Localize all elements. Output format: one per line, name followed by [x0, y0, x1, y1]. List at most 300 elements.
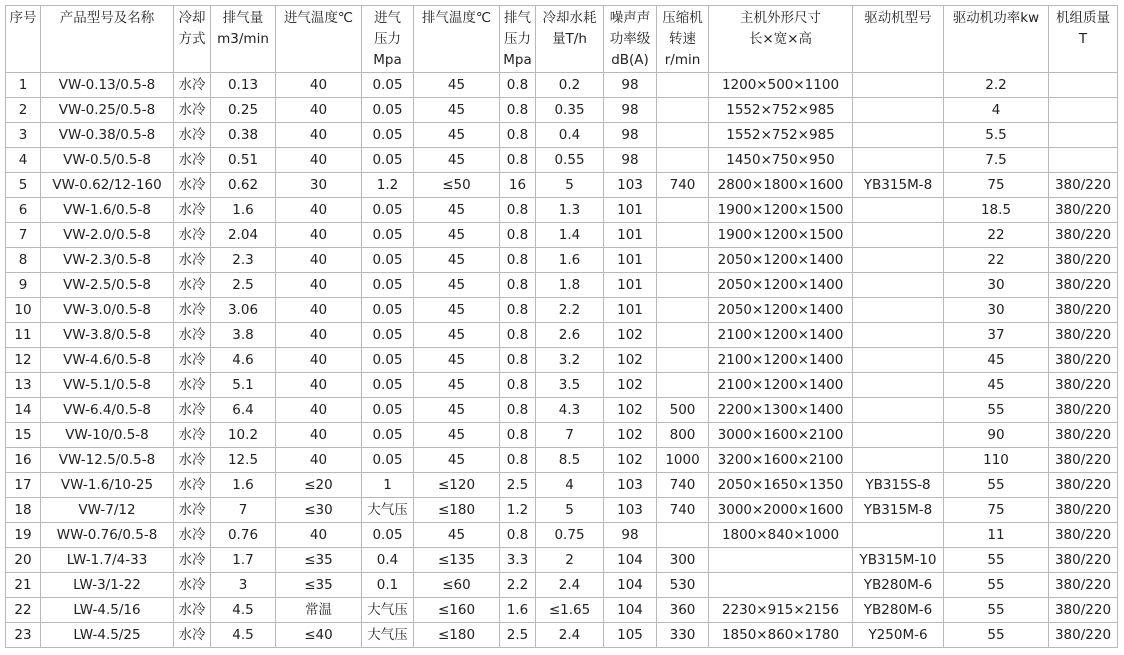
cell-mass: [1049, 98, 1118, 123]
cell-cooling: 水冷: [174, 123, 211, 148]
cell-exhaust-temp: 45: [414, 398, 500, 423]
header-motor-power: 驱动机功率kw: [944, 6, 1049, 73]
cell-intake-pressure: 0.05: [362, 448, 414, 473]
cell-exhaust-pressure: 2.5: [500, 473, 536, 498]
cell-dimensions: 2800×1800×1600: [709, 173, 853, 198]
cell-intake-temp: 30: [276, 173, 362, 198]
header-motor-model: 驱动机型号: [853, 6, 944, 73]
cell-cooling: 水冷: [174, 523, 211, 548]
cell-water: 0.75: [536, 523, 604, 548]
cell-intake-pressure: 0.05: [362, 223, 414, 248]
cell-index: 7: [6, 223, 41, 248]
cell-intake-pressure: 0.05: [362, 298, 414, 323]
cell-noise: 105: [604, 623, 657, 648]
table-row: [6, 73, 1118, 98]
cell-exhaust-temp: 45: [414, 323, 500, 348]
cell-speed: [657, 123, 709, 148]
cell-noise: 103: [604, 498, 657, 523]
cell-motor-model: YB315S-8: [853, 473, 944, 498]
cell-dimensions: 2230×915×2156: [709, 598, 853, 623]
cell-displacement: 4.5: [211, 623, 276, 648]
cell-motor-model: [853, 523, 944, 548]
cell-model: VW-0.25/0.5-8: [41, 98, 174, 123]
cell-dimensions: 1200×500×1100: [709, 73, 853, 98]
cell-index: 15: [6, 423, 41, 448]
header-dimensions: 主机外形尺寸 长×宽×高: [709, 6, 853, 73]
cell-noise: 101: [604, 198, 657, 223]
cell-displacement: 0.51: [211, 148, 276, 173]
cell-speed: [657, 348, 709, 373]
cell-model: VW-1.6/0.5-8: [41, 198, 174, 223]
header-intake-temp: 进气温度℃: [276, 6, 362, 73]
cell-exhaust-temp: ≤180: [414, 498, 500, 523]
cell-cooling: 水冷: [174, 248, 211, 273]
cell-motor-model: [853, 298, 944, 323]
cell-speed: 360: [657, 598, 709, 623]
cell-exhaust-temp: ≤160: [414, 598, 500, 623]
cell-water: 2.4: [536, 573, 604, 598]
cell-intake-pressure: 0.4: [362, 548, 414, 573]
cell-index: 13: [6, 373, 41, 398]
cell-displacement: 3.06: [211, 298, 276, 323]
cell-motor-model: [853, 373, 944, 398]
table-row: [6, 248, 1118, 273]
cell-motor-power: 18.5: [944, 198, 1049, 223]
cell-intake-pressure: 0.1: [362, 573, 414, 598]
cell-cooling: 水冷: [174, 348, 211, 373]
cell-exhaust-temp: 45: [414, 348, 500, 373]
cell-intake-temp: 常温: [276, 598, 362, 623]
cell-motor-model: [853, 73, 944, 98]
cell-intake-pressure: 0.05: [362, 123, 414, 148]
cell-intake-temp: 40: [276, 348, 362, 373]
header-cooling: 冷却 方式: [174, 6, 211, 73]
cell-speed: 300: [657, 548, 709, 573]
cell-speed: 1000: [657, 448, 709, 473]
cell-cooling: 水冷: [174, 73, 211, 98]
cell-speed: [657, 273, 709, 298]
cell-motor-model: YB315M-10: [853, 548, 944, 573]
cell-cooling: 水冷: [174, 573, 211, 598]
cell-displacement: 0.13: [211, 73, 276, 98]
cell-intake-temp: 40: [276, 423, 362, 448]
cell-intake-temp: ≤35: [276, 573, 362, 598]
cell-motor-power: 22: [944, 248, 1049, 273]
cell-intake-pressure: 0.05: [362, 248, 414, 273]
cell-cooling: 水冷: [174, 448, 211, 473]
cell-exhaust-pressure: 1.6: [500, 598, 536, 623]
cell-water: 0.35: [536, 98, 604, 123]
cell-index: 18: [6, 498, 41, 523]
cell-mass: 380/220: [1049, 498, 1118, 523]
cell-mass: 380/220: [1049, 348, 1118, 373]
cell-displacement: 2.04: [211, 223, 276, 248]
cell-mass: 380/220: [1049, 423, 1118, 448]
cell-cooling: 水冷: [174, 273, 211, 298]
cell-motor-power: 30: [944, 273, 1049, 298]
cell-model: WW-0.76/0.5-8: [41, 523, 174, 548]
cell-motor-power: 110: [944, 448, 1049, 473]
cell-speed: [657, 373, 709, 398]
cell-displacement: 3: [211, 573, 276, 598]
header-speed: 压缩机 转速 r/min: [657, 6, 709, 73]
cell-dimensions: 1450×750×950: [709, 148, 853, 173]
cell-exhaust-pressure: 0.8: [500, 248, 536, 273]
cell-cooling: 水冷: [174, 398, 211, 423]
cell-mass: 380/220: [1049, 173, 1118, 198]
cell-mass: 380/220: [1049, 223, 1118, 248]
cell-dimensions: 2050×1200×1400: [709, 298, 853, 323]
cell-motor-model: [853, 323, 944, 348]
cell-exhaust-temp: 45: [414, 373, 500, 398]
cell-noise: 102: [604, 448, 657, 473]
cell-water: 1.6: [536, 248, 604, 273]
cell-speed: 740: [657, 498, 709, 523]
cell-water: 3.2: [536, 348, 604, 373]
cell-index: 22: [6, 598, 41, 623]
cell-intake-temp: 40: [276, 98, 362, 123]
cell-noise: 101: [604, 223, 657, 248]
table-row: [6, 498, 1118, 523]
cell-motor-model: [853, 248, 944, 273]
cell-intake-temp: 40: [276, 198, 362, 223]
cell-mass: 380/220: [1049, 273, 1118, 298]
cell-mass: 380/220: [1049, 548, 1118, 573]
cell-motor-power: 55: [944, 598, 1049, 623]
cell-displacement: 2.3: [211, 248, 276, 273]
cell-model: VW-10/0.5-8: [41, 423, 174, 448]
header-intake-pressure: 进气 压力 Mpa: [362, 6, 414, 73]
cell-intake-pressure: 0.05: [362, 323, 414, 348]
cell-exhaust-temp: ≤60: [414, 573, 500, 598]
cell-mass: 380/220: [1049, 248, 1118, 273]
cell-motor-model: [853, 273, 944, 298]
cell-noise: 104: [604, 573, 657, 598]
cell-mass: 380/220: [1049, 398, 1118, 423]
cell-water: 0.2: [536, 73, 604, 98]
cell-exhaust-pressure: 0.8: [500, 523, 536, 548]
cell-noise: 102: [604, 373, 657, 398]
cell-speed: [657, 148, 709, 173]
cell-noise: 98: [604, 523, 657, 548]
table-row: [6, 198, 1118, 223]
cell-exhaust-pressure: 2.5: [500, 623, 536, 648]
cell-dimensions: 2200×1300×1400: [709, 398, 853, 423]
cell-intake-pressure: 0.05: [362, 148, 414, 173]
cell-noise: 102: [604, 398, 657, 423]
cell-noise: 101: [604, 273, 657, 298]
cell-intake-pressure: 0.05: [362, 373, 414, 398]
cell-mass: 380/220: [1049, 198, 1118, 223]
cell-cooling: 水冷: [174, 173, 211, 198]
cell-cooling: 水冷: [174, 423, 211, 448]
cell-intake-pressure: 1.2: [362, 173, 414, 198]
cell-intake-pressure: 大气压: [362, 498, 414, 523]
cell-motor-power: 55: [944, 623, 1049, 648]
cell-exhaust-pressure: 16: [500, 173, 536, 198]
table-row: [6, 598, 1118, 623]
cell-water: 2: [536, 548, 604, 573]
cell-model: VW-4.6/0.5-8: [41, 348, 174, 373]
cell-exhaust-pressure: 0.8: [500, 273, 536, 298]
cell-index: 2: [6, 98, 41, 123]
cell-exhaust-pressure: 0.8: [500, 298, 536, 323]
cell-exhaust-pressure: 3.3: [500, 548, 536, 573]
cell-exhaust-temp: 45: [414, 248, 500, 273]
cell-water: 0.55: [536, 148, 604, 173]
cell-intake-pressure: 0.05: [362, 398, 414, 423]
cell-exhaust-temp: 45: [414, 273, 500, 298]
cell-index: 4: [6, 148, 41, 173]
cell-intake-pressure: 0.05: [362, 198, 414, 223]
table-row: [6, 573, 1118, 598]
cell-model: VW-7/12: [41, 498, 174, 523]
cell-index: 9: [6, 273, 41, 298]
cell-mass: 380/220: [1049, 323, 1118, 348]
cell-exhaust-pressure: 2.2: [500, 573, 536, 598]
cell-model: VW-3.8/0.5-8: [41, 323, 174, 348]
table-row: [6, 423, 1118, 448]
cell-exhaust-temp: 45: [414, 98, 500, 123]
cell-model: LW-3/1-22: [41, 573, 174, 598]
cell-index: 23: [6, 623, 41, 648]
header-mass: 机组质量 T: [1049, 6, 1118, 73]
cell-dimensions: 1552×752×985: [709, 123, 853, 148]
cell-motor-power: 7.5: [944, 148, 1049, 173]
cell-index: 6: [6, 198, 41, 223]
cell-dimensions: 1800×840×1000: [709, 523, 853, 548]
cell-displacement: 1.6: [211, 198, 276, 223]
cell-exhaust-pressure: 1.2: [500, 498, 536, 523]
cell-intake-pressure: 0.05: [362, 73, 414, 98]
cell-intake-pressure: 0.05: [362, 348, 414, 373]
cell-index: 3: [6, 123, 41, 148]
cell-intake-temp: 40: [276, 398, 362, 423]
cell-intake-temp: 40: [276, 248, 362, 273]
cell-motor-power: 45: [944, 348, 1049, 373]
cell-dimensions: 3000×2000×1600: [709, 498, 853, 523]
cell-cooling: 水冷: [174, 298, 211, 323]
cell-model: VW-0.13/0.5-8: [41, 73, 174, 98]
cell-exhaust-temp: 45: [414, 73, 500, 98]
cell-dimensions: 2100×1200×1400: [709, 348, 853, 373]
cell-motor-power: 55: [944, 398, 1049, 423]
cell-mass: [1049, 148, 1118, 173]
cell-intake-temp: 40: [276, 123, 362, 148]
table-row: [6, 348, 1118, 373]
cell-water: 2.2: [536, 298, 604, 323]
cell-noise: 98: [604, 123, 657, 148]
cell-mass: 380/220: [1049, 573, 1118, 598]
cell-speed: 530: [657, 573, 709, 598]
cell-intake-pressure: 0.05: [362, 98, 414, 123]
cell-motor-power: 30: [944, 298, 1049, 323]
cell-speed: [657, 73, 709, 98]
header-exhaust-pressure: 排气 压力 Mpa: [500, 6, 536, 73]
cell-speed: 800: [657, 423, 709, 448]
cell-mass: 380/220: [1049, 598, 1118, 623]
cell-motor-power: 4: [944, 98, 1049, 123]
table-row: [6, 223, 1118, 248]
cell-exhaust-temp: ≤135: [414, 548, 500, 573]
cell-cooling: 水冷: [174, 623, 211, 648]
cell-model: LW-4.5/16: [41, 598, 174, 623]
cell-dimensions: 2050×1200×1400: [709, 273, 853, 298]
cell-exhaust-temp: 45: [414, 298, 500, 323]
cell-cooling: 水冷: [174, 223, 211, 248]
cell-exhaust-pressure: 0.8: [500, 98, 536, 123]
cell-model: VW-0.62/12-160: [41, 173, 174, 198]
cell-intake-temp: 40: [276, 448, 362, 473]
cell-exhaust-pressure: 0.8: [500, 148, 536, 173]
cell-noise: 102: [604, 348, 657, 373]
cell-exhaust-temp: ≤120: [414, 473, 500, 498]
header-row: [6, 6, 1118, 73]
table-row: [6, 448, 1118, 473]
table-row: [6, 148, 1118, 173]
cell-noise: 104: [604, 598, 657, 623]
cell-motor-model: [853, 198, 944, 223]
cell-motor-power: 90: [944, 423, 1049, 448]
cell-displacement: 2.5: [211, 273, 276, 298]
table-row: [6, 373, 1118, 398]
cell-motor-power: 37: [944, 323, 1049, 348]
cell-exhaust-pressure: 0.8: [500, 448, 536, 473]
cell-intake-temp: 40: [276, 298, 362, 323]
cell-index: 8: [6, 248, 41, 273]
table-row: [6, 473, 1118, 498]
cell-dimensions: 2100×1200×1400: [709, 323, 853, 348]
cell-motor-power: 75: [944, 173, 1049, 198]
cell-exhaust-temp: 45: [414, 223, 500, 248]
cell-exhaust-temp: 45: [414, 123, 500, 148]
cell-cooling: 水冷: [174, 323, 211, 348]
table-row: [6, 398, 1118, 423]
cell-dimensions: 2050×1650×1350: [709, 473, 853, 498]
cell-mass: 380/220: [1049, 473, 1118, 498]
cell-speed: [657, 198, 709, 223]
cell-index: 1: [6, 73, 41, 98]
cell-water: 4.3: [536, 398, 604, 423]
table-row: [6, 273, 1118, 298]
cell-noise: 98: [604, 148, 657, 173]
cell-motor-model: YB315M-8: [853, 173, 944, 198]
cell-dimensions: 2050×1200×1400: [709, 248, 853, 273]
cell-cooling: 水冷: [174, 598, 211, 623]
cell-water: 1.4: [536, 223, 604, 248]
cell-speed: [657, 248, 709, 273]
cell-dimensions: 1850×860×1780: [709, 623, 853, 648]
cell-index: 17: [6, 473, 41, 498]
cell-intake-pressure: 0.05: [362, 523, 414, 548]
cell-noise: 104: [604, 548, 657, 573]
cell-index: 19: [6, 523, 41, 548]
cell-displacement: 5.1: [211, 373, 276, 398]
cell-intake-pressure: 大气压: [362, 598, 414, 623]
cell-motor-model: YB280M-6: [853, 573, 944, 598]
cell-motor-power: 55: [944, 573, 1049, 598]
cell-noise: 101: [604, 298, 657, 323]
cell-model: VW-0.5/0.5-8: [41, 148, 174, 173]
cell-noise: 103: [604, 173, 657, 198]
cell-exhaust-pressure: 0.8: [500, 198, 536, 223]
table-row: [6, 98, 1118, 123]
header-water: 冷却水耗 量T/h: [536, 6, 604, 73]
cell-exhaust-temp: ≤180: [414, 623, 500, 648]
cell-dimensions: 2100×1200×1400: [709, 373, 853, 398]
cell-speed: 500: [657, 398, 709, 423]
cell-intake-pressure: 1: [362, 473, 414, 498]
cell-displacement: 0.38: [211, 123, 276, 148]
cell-motor-power: 55: [944, 473, 1049, 498]
cell-water: 5: [536, 498, 604, 523]
cell-motor-power: 45: [944, 373, 1049, 398]
table-body: [6, 73, 1118, 648]
cell-index: 10: [6, 298, 41, 323]
cell-intake-pressure: 0.05: [362, 273, 414, 298]
cell-mass: 380/220: [1049, 373, 1118, 398]
cell-dimensions: 1900×1200×1500: [709, 223, 853, 248]
cell-displacement: 12.5: [211, 448, 276, 473]
cell-index: 20: [6, 548, 41, 573]
cell-noise: 98: [604, 73, 657, 98]
cell-exhaust-pressure: 0.8: [500, 373, 536, 398]
cell-index: 12: [6, 348, 41, 373]
cell-intake-temp: 40: [276, 148, 362, 173]
cell-noise: 102: [604, 423, 657, 448]
cell-noise: 101: [604, 248, 657, 273]
cell-motor-model: [853, 448, 944, 473]
cell-displacement: 7: [211, 498, 276, 523]
cell-intake-temp: ≤20: [276, 473, 362, 498]
cell-water: 0.4: [536, 123, 604, 148]
cell-exhaust-pressure: 0.8: [500, 123, 536, 148]
cell-mass: [1049, 73, 1118, 98]
cell-displacement: 0.62: [211, 173, 276, 198]
cell-speed: [657, 223, 709, 248]
cell-model: LW-1.7/4-33: [41, 548, 174, 573]
cell-cooling: 水冷: [174, 498, 211, 523]
table-row: [6, 173, 1118, 198]
cell-intake-temp: 40: [276, 273, 362, 298]
header-exhaust-temp: 排气温度℃: [414, 6, 500, 73]
cell-model: VW-1.6/10-25: [41, 473, 174, 498]
cell-intake-temp: 40: [276, 523, 362, 548]
cell-exhaust-temp: ≤50: [414, 173, 500, 198]
cell-model: VW-2.3/0.5-8: [41, 248, 174, 273]
cell-mass: 380/220: [1049, 298, 1118, 323]
cell-water: 7: [536, 423, 604, 448]
cell-motor-model: [853, 348, 944, 373]
cell-displacement: 0.76: [211, 523, 276, 548]
cell-exhaust-temp: 45: [414, 448, 500, 473]
spec-table: [5, 5, 1118, 648]
cell-intake-temp: ≤30: [276, 498, 362, 523]
cell-cooling: 水冷: [174, 473, 211, 498]
cell-model: VW-2.0/0.5-8: [41, 223, 174, 248]
cell-motor-power: 55: [944, 548, 1049, 573]
cell-exhaust-pressure: 0.8: [500, 348, 536, 373]
cell-model: VW-12.5/0.5-8: [41, 448, 174, 473]
cell-model: VW-6.4/0.5-8: [41, 398, 174, 423]
cell-cooling: 水冷: [174, 198, 211, 223]
cell-index: 21: [6, 573, 41, 598]
cell-speed: [657, 523, 709, 548]
cell-displacement: 4.5: [211, 598, 276, 623]
cell-exhaust-temp: 45: [414, 148, 500, 173]
cell-motor-model: [853, 423, 944, 448]
cell-noise: 98: [604, 98, 657, 123]
